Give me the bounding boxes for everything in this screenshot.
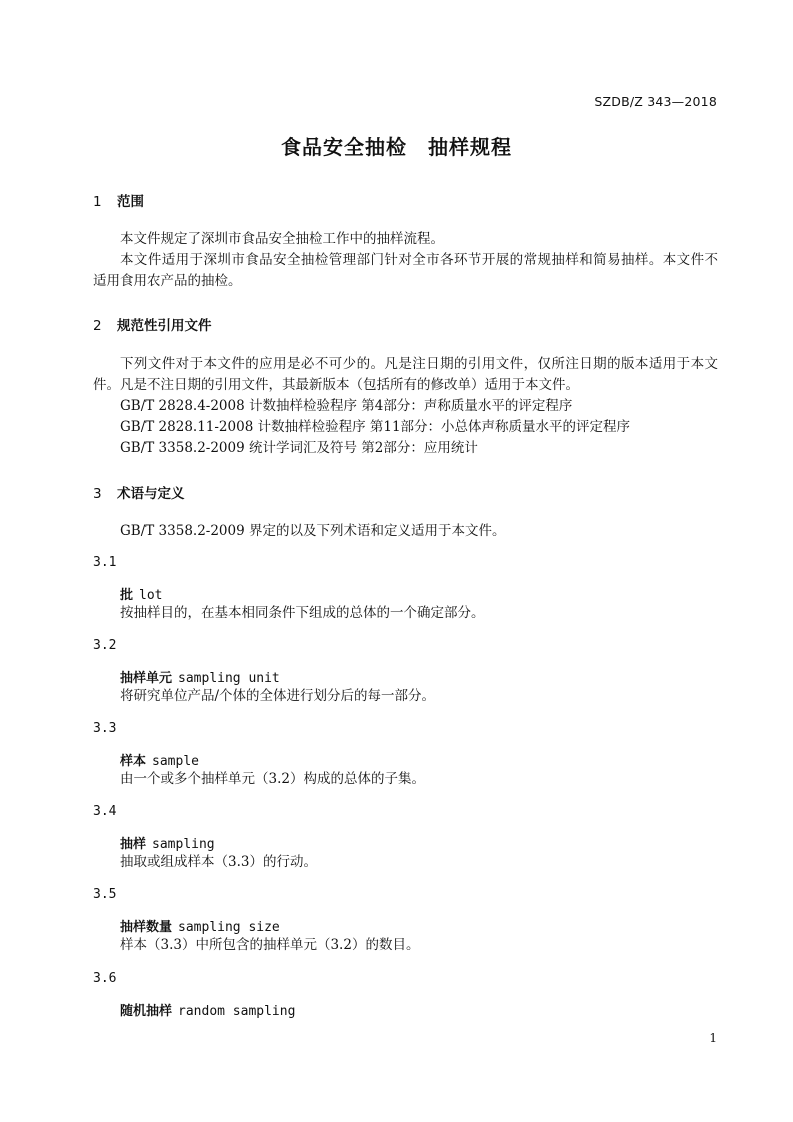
reference-item: GB/T 3358.2-2009 统计学词汇及符号 第2部分：应用统计 (120, 440, 478, 456)
paragraph-continuation: 适用食用农产品的抽检。 (93, 273, 242, 289)
term-definition: 样本（3.3）中所包含的抽样单元（3.2）的数目。 (120, 937, 420, 953)
term-zh: 抽样单元 (120, 671, 173, 686)
section-title: 范围 (117, 194, 144, 210)
section-number: 3 (93, 486, 102, 502)
paragraph: 下列文件对于本文件的应用是必不可少的。凡是注日期的引用文件，仅所注日期的版本适用于本文 (120, 356, 718, 372)
paragraph: GB/T 3358.2-2009 界定的以及下列术语和定义适用于本文件。 (120, 523, 506, 539)
term-zh: 抽样 (120, 837, 147, 852)
term-zh: 随机抽样 (120, 1004, 173, 1019)
page-number: 1 (709, 1031, 717, 1045)
term-heading (120, 833, 215, 852)
term-definition: 由一个或多个抽样单元（3.2）构成的总体的子集。 (120, 771, 425, 787)
paragraph-continuation: 件。凡是不注日期的引用文件，其最新版本（包括所有的修改单）适用于本文件。 (93, 377, 579, 393)
term-heading (120, 916, 280, 935)
term-en: lot (139, 588, 163, 603)
term-heading (120, 667, 280, 686)
term-en: sampling unit (178, 671, 280, 686)
clause-number: 3.6 (93, 971, 117, 986)
section-1-heading (93, 190, 144, 210)
clause-number: 3.2 (93, 638, 117, 653)
document-title: 食品安全抽检 抽样规程 (281, 135, 512, 159)
paragraph: 本文件适用于深圳市食品安全抽检管理部门针对全市各环节开展的常规抽样和简易抽样。本文件不 (120, 252, 718, 268)
clause-number: 3.3 (93, 721, 117, 736)
term-heading (120, 750, 199, 769)
term-en: sampling (152, 837, 215, 852)
section-title: 术语与定义 (117, 486, 185, 502)
term-heading (120, 1000, 295, 1019)
paragraph: 本文件规定了深圳市食品安全抽检工作中的抽样流程。 (120, 231, 444, 247)
standard-number: SZDB/Z 343—2018 (594, 94, 717, 109)
section-2-heading (93, 314, 212, 334)
term-zh: 样本 (120, 754, 147, 769)
section-number: 1 (93, 194, 102, 210)
term-definition: 按抽样目的，在基本相同条件下组成的总体的一个确定部分。 (120, 605, 485, 621)
section-3-heading (93, 482, 185, 502)
term-heading (120, 584, 163, 603)
term-zh: 批 (120, 588, 134, 603)
term-definition: 抽取或组成样本（3.3）的行动。 (120, 854, 317, 870)
section-title: 规范性引用文件 (117, 318, 212, 334)
term-definition: 将研究单位产品/个体的全体进行划分后的每一部分。 (120, 688, 436, 704)
clause-number: 3.4 (93, 804, 117, 819)
reference-item: GB/T 2828.4-2008 计数抽样检验程序 第4部分：声称质量水平的评定程序 (120, 398, 573, 414)
term-en: random sampling (178, 1004, 296, 1019)
term-en: sample (152, 754, 199, 769)
reference-item: GB/T 2828.11-2008 计数抽样检验程序 第11部分：小总体声称质量水平的评定程序 (120, 419, 631, 435)
clause-number: 3.5 (93, 887, 117, 902)
section-number: 2 (93, 318, 102, 334)
term-zh: 抽样数量 (120, 920, 173, 935)
clause-number: 3.1 (93, 555, 117, 570)
term-en: sampling size (178, 920, 280, 935)
